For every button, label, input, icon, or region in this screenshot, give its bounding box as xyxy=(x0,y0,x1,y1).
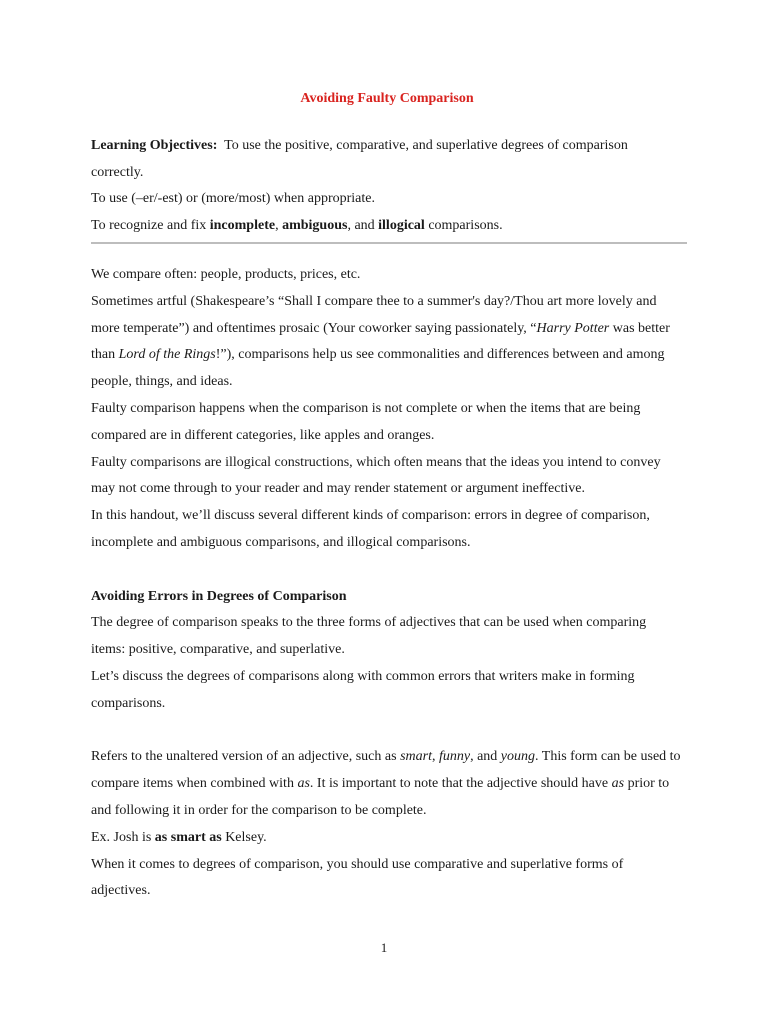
page-number: 1 xyxy=(380,940,388,955)
degrees-paragraph-2: Let’s discuss the degrees of comparisons along with common errors that writers make in forming comparisons. xyxy=(91,668,635,711)
objectives-label: Learning Objectives: xyxy=(91,137,218,153)
section-heading-degrees: Avoiding Errors in Degrees of Comparison xyxy=(91,588,347,604)
spacer xyxy=(91,718,683,745)
spacer xyxy=(91,557,683,584)
objective-line-1: Learning Objectives: To use the positive, comparative, and superlative degrees of comparison correctly. xyxy=(91,137,628,180)
intro-paragraph-5: In this handout, we’ll discuss several different kinds of comparison: errors in degree of comparison, incomplete and ambiguous comparisons, and illogical comparisons. xyxy=(91,508,650,550)
example-sentence: Ex. Josh is as smart as Kelsey. xyxy=(91,829,267,845)
document-body xyxy=(91,86,683,905)
objective-line-2: To use (–er/-est) or (more/most) when appropriate. xyxy=(91,191,375,207)
intro-paragraph-4: Faulty comparisons are illogical constructions, which often means that the ideas you intend to convey may not come through to your reader and may render statement or argument ineffective. xyxy=(91,454,661,497)
document-title: Avoiding Faulty Comparison xyxy=(300,91,474,106)
intro-paragraph-3: Faulty comparison happens when the comparison is not complete or when the items that are being compared are in different categories, like apples and oranges. xyxy=(91,400,641,443)
degrees-paragraph-1: The degree of comparison speaks to the three forms of adjectives that can be used when comparing items: positive, comparative, and superlative. xyxy=(91,615,647,658)
objective-line-3: To recognize and fix incomplete, ambiguous, and illogical comparisons. xyxy=(91,218,503,234)
section-divider xyxy=(91,242,687,244)
positive-paragraph: Refers to the unaltered version of an adjective, such as smart, funny, and young. This form can be used to compare items when combined with as. It is important to note that the adjective should have as prior to and following it in order for the comparison to be complete. xyxy=(91,749,681,818)
closing-paragraph: When it comes to degrees of comparison, you should use comparative and superlative forms of adjectives. xyxy=(91,856,624,899)
intro-paragraph-1: We compare often: people, products, prices, etc. xyxy=(91,266,361,282)
intro-paragraph-2: Sometimes artful (Shakespeare’s “Shall I compare thee to a summer's day?/Thou art more lovely and more temperate”) and oftentimes prosaic (Your coworker saying passionately, “Harry Potter was better than Lord of the Rings!”), comparisons help us see commonalities and differences between and among people, things, and ideas. xyxy=(91,293,670,390)
